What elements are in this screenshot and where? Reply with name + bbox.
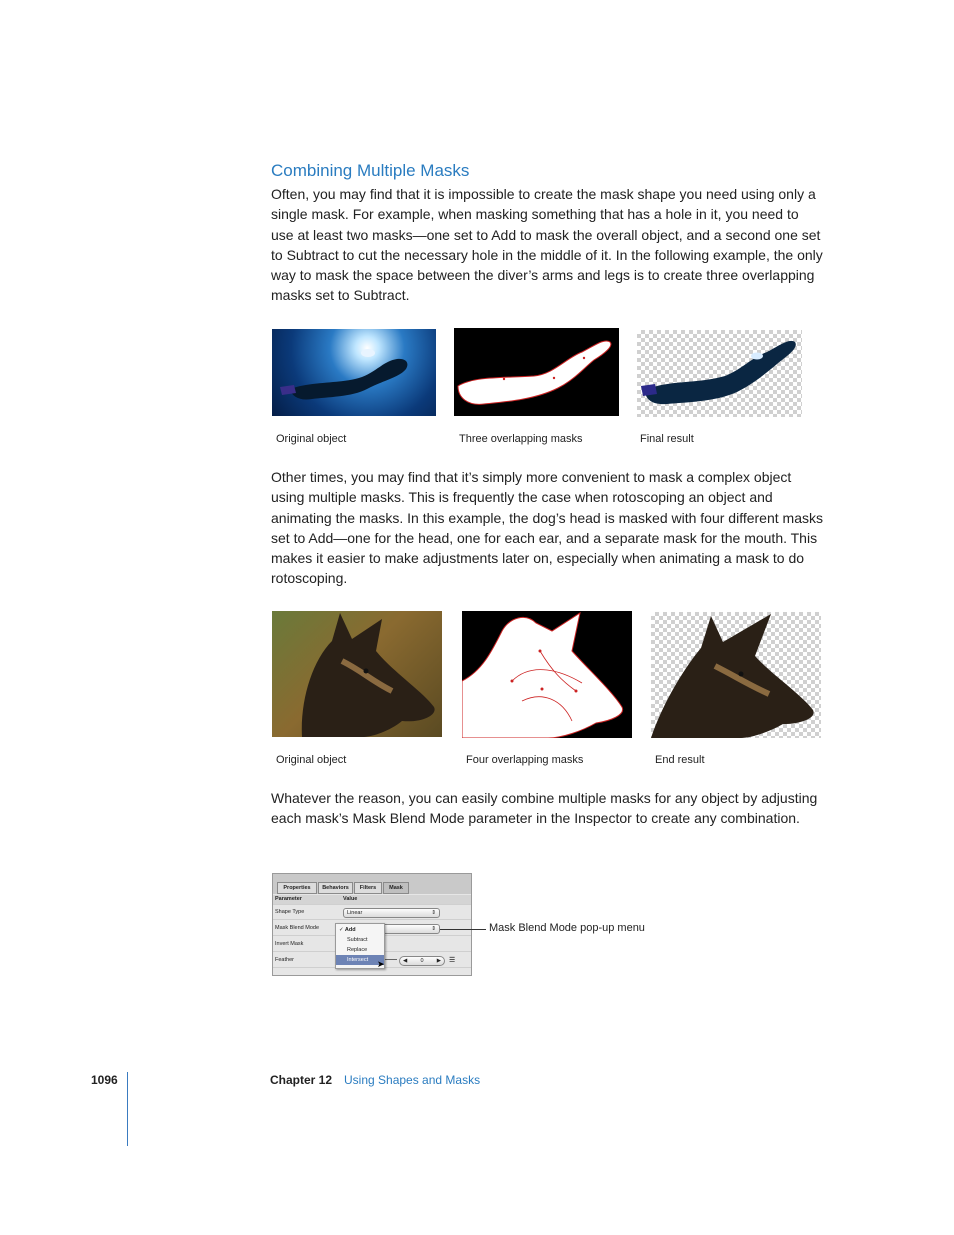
stepper-right-icon[interactable]: ▶	[436, 958, 441, 964]
section-title: Combining Multiple Masks	[271, 161, 470, 180]
chapter-label: Chapter 12	[270, 1073, 333, 1087]
dog-mask-image	[462, 611, 632, 738]
invert-mask-label: Invert Mask	[275, 941, 304, 947]
callout-line	[440, 929, 486, 930]
chapter-title-link[interactable]: Using Shapes and Masks	[344, 1073, 481, 1087]
inspector-tab-bar	[273, 874, 471, 894]
popup-arrows-icon: ⇕	[431, 910, 436, 916]
diver-mask-shape	[454, 328, 619, 416]
keyframe-icon[interactable]: ☰	[449, 957, 456, 964]
shape-type-value: Linear	[347, 910, 363, 916]
dog-end-image	[651, 612, 821, 738]
dog-mask-shape	[462, 611, 632, 738]
tab-filters[interactable]: Filters	[354, 882, 382, 894]
diver-final-silhouette	[637, 330, 802, 417]
tab-behaviors[interactable]: Behaviors	[318, 882, 353, 894]
mouse-pointer-icon: ➤	[377, 959, 385, 969]
feather-label: Feather	[275, 957, 294, 963]
popup-arrows-icon: ⇕	[431, 926, 436, 932]
caption-end-result: End result	[655, 754, 705, 766]
shape-type-popup[interactable]	[343, 908, 440, 918]
header-value: Value	[343, 896, 358, 902]
diver-original-image	[272, 329, 436, 416]
inspector-header-row	[273, 895, 471, 905]
callout-mask-blend-mode: Mask Blend Mode pop-up menu	[489, 922, 645, 934]
caption-original-object-1: Original object	[276, 433, 347, 445]
feather-value: 0	[420, 958, 424, 964]
paragraph-2: Other times, you may find that it’s simply more convenient to mask a complex object using multiple masks. This is frequently the case when rotoscoping an object and animating the masks. In this example, the dog’s head is masked with four different masks set to Add—one for the head, one for each ear, and a separate mask for the mouth. This makes it easier to make adjustments later on, especially when animating a mask to do rotoscoping.	[271, 469, 823, 587]
caption-four-masks: Four overlapping masks	[466, 754, 584, 766]
caption-original-object-2: Original object	[276, 754, 347, 766]
diver-mask-image	[454, 328, 619, 416]
diver-final-image	[637, 330, 802, 417]
diver-silhouette	[272, 329, 436, 416]
menu-item-intersect[interactable]: Intersect	[336, 955, 384, 965]
menu-item-replace[interactable]: Replace	[347, 947, 368, 953]
shape-type-label: Shape Type	[275, 909, 305, 915]
dog-head	[272, 611, 442, 737]
page-number: 1096	[91, 1073, 118, 1087]
inspector-panel	[272, 873, 472, 976]
paragraph-3: Whatever the reason, you can easily combine multiple masks for any object by adjusting each mask’s Mask Blend Mode parameter in the Inspector to create any combination.	[271, 790, 818, 827]
dog-original-image	[272, 611, 442, 737]
dog-end-head	[651, 612, 821, 738]
caption-final-result: Final result	[640, 433, 694, 445]
tab-mask[interactable]: Mask	[383, 882, 409, 894]
menu-item-subtract[interactable]: Subtract	[347, 937, 368, 943]
feather-stepper[interactable]	[399, 956, 445, 966]
tab-properties[interactable]: Properties	[277, 882, 317, 894]
header-parameter: Parameter	[275, 896, 302, 902]
stepper-left-icon[interactable]: ◀	[403, 958, 408, 964]
row-shape-type	[273, 905, 471, 920]
caption-three-masks: Three overlapping masks	[459, 433, 583, 445]
footer-divider	[127, 1072, 128, 1146]
mask-blend-mode-label: Mask Blend Mode	[275, 925, 320, 931]
paragraph-1: Often, you may find that it is impossible to create the mask shape you need using only a single mask. For example, when masking something that has a hole in it, you need to use at least two masks—one set to Add to mask the overall object, and a second one set to Subtract to cut the necessary hole in the middle of it. In the following example, the only way to mask the space between the diver’s arms and legs is to create three overlapping masks set to Subtract.	[271, 186, 823, 304]
menu-item-add[interactable]: ✓ Add	[339, 927, 356, 933]
feather-slider[interactable]	[383, 959, 397, 960]
